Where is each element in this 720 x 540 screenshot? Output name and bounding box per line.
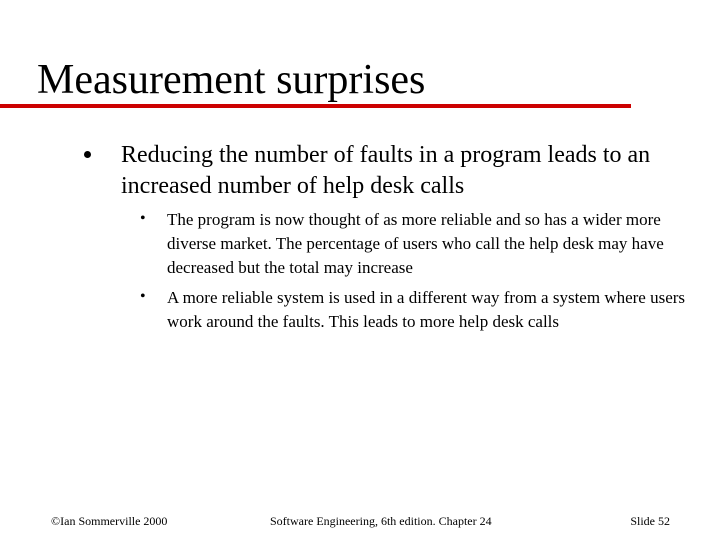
sub-bullet-marker: • [140, 210, 146, 227]
footer-book-title: Software Engineering, 6th edition. Chapter 24 [270, 514, 492, 528]
sub-bullet-text: A more reliable system is used in a different way from a system where users work around the faults. This leads to more help desk calls [167, 288, 686, 331]
footer-slide-number: Slide 52 [630, 514, 670, 528]
main-bullet-dot-icon [84, 151, 91, 158]
slide-title: Measurement surprises [37, 57, 426, 103]
footer-copyright: ©Ian Sommerville 2000 [51, 514, 168, 528]
sub-bullet-text: The program is now thought of as more reliable and so has a wider more diverse market. The percentage of users who call the help desk may have decreased but the total may increase [167, 210, 664, 277]
title-underline-rule [0, 104, 631, 108]
sub-bullet-marker: • [140, 288, 146, 305]
main-bullet-text: Reducing the number of faults in a program leads to an increased number of help desk calls [121, 142, 651, 199]
